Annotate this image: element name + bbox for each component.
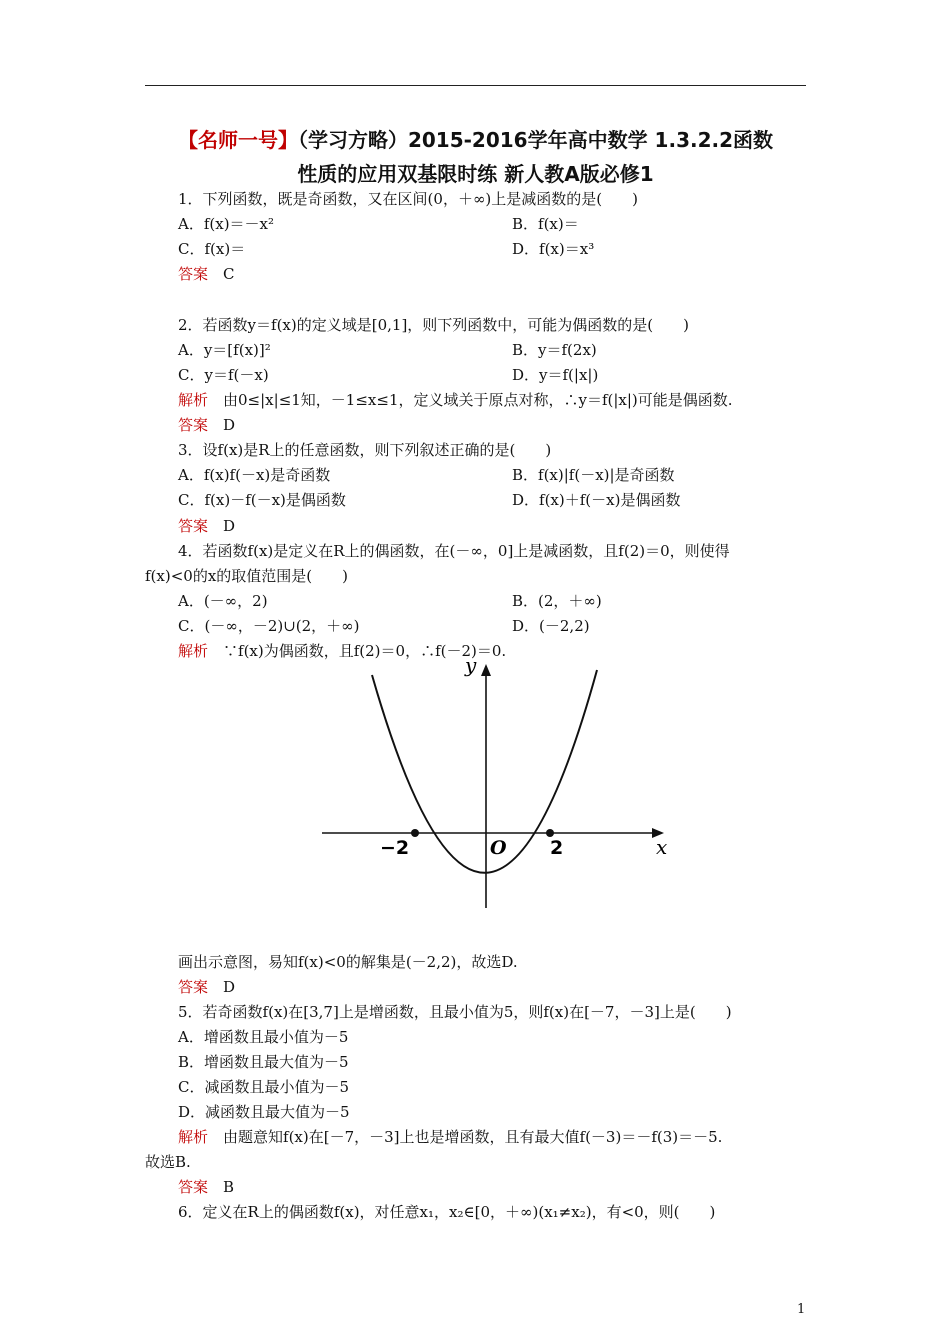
line-text: A．y＝[f(x)]² [178, 341, 271, 359]
y-axis-arrow [481, 664, 491, 676]
line-text: ∵f(x)为偶函数，且f(2)＝0，∴f(－2)＝0. [208, 642, 507, 660]
text-line [178, 214, 274, 234]
text-line [512, 365, 598, 385]
answer-label: 答案 [178, 416, 209, 434]
line-text: C．f(x)－f(－x)是偶函数 [178, 491, 346, 509]
line-text: D．f(x)＋f(－x)是偶函数 [512, 491, 681, 509]
line-text: B．(2，＋∞) [512, 592, 602, 610]
text-line [512, 340, 597, 360]
text-line [512, 616, 590, 636]
answer-label: 答案 [178, 978, 209, 996]
text-line [512, 490, 680, 510]
root-point-pos [546, 829, 554, 837]
analysis-label: 解析 [178, 1128, 209, 1146]
text-line [178, 591, 268, 611]
document-title-line1 [145, 124, 806, 153]
line-text: 6．定义在R上的偶函数f(x)，对任意x₁，x₂∈[0，＋∞)(x₁≠x₂)，有<0，则( ) [178, 1203, 716, 1221]
line-text: A．增函数且最小值为－5 [178, 1028, 349, 1046]
labeled-line [178, 516, 235, 536]
line-text: 由0≤|x|≤1知，－1≤x≤1，定义域关于原点对称，∴y＝f(|x|)可能是偶函数. [208, 391, 733, 409]
line-text: A．(－∞，2) [178, 592, 268, 610]
root-point-neg [411, 829, 419, 837]
line-text: 3．设f(x)是R上的任意函数，则下列叙述正确的是( ) [178, 441, 552, 459]
x-axis-label: x [656, 835, 668, 859]
line-text: 故选B. [145, 1153, 191, 1171]
line-text: C．减函数且最小值为－5 [178, 1078, 350, 1096]
text-line [178, 465, 330, 485]
text-line [512, 591, 602, 611]
line-text: C．f(x)＝ [178, 240, 246, 258]
line-text: 4．若函数f(x)是定义在R上的偶函数，在(－∞，0]上是减函数，且f(2)＝0，则使得 [178, 542, 730, 560]
text-line [178, 1102, 350, 1122]
line-text: C [208, 265, 235, 283]
text-line [178, 315, 689, 335]
labeled-line [178, 390, 733, 410]
labeled-line [178, 977, 235, 997]
text-line [512, 214, 579, 234]
text-line [178, 189, 638, 209]
text-line [145, 566, 348, 586]
analysis-label: 解析 [178, 642, 209, 660]
labeled-line [178, 1177, 234, 1197]
line-text: D．(－2,2) [512, 617, 590, 635]
line-text: D [208, 517, 236, 535]
labeled-line [178, 264, 235, 284]
line-text: f(x)<0的x的取值范围是( ) [145, 567, 348, 585]
answer-label: 答案 [178, 1178, 209, 1196]
line-text: D．f(x)＝x³ [512, 240, 595, 258]
line-text: B．f(x)＝ [512, 215, 579, 233]
line-text: A．f(x)＝－x² [178, 215, 275, 233]
analysis-label: 解析 [178, 391, 209, 409]
line-text: 2．若函数y＝f(x)的定义域是[0,1]，则下列函数中，可能为偶函数的是( ) [178, 316, 689, 334]
title-line1-text: （学习方略）2015-2016学年高中数学 1.3.2.2函数 [297, 128, 774, 152]
text-line [178, 1077, 349, 1097]
pos-root-label: 2 [550, 837, 564, 859]
parabola-figure [300, 650, 670, 915]
text-line [178, 952, 518, 972]
text-line [178, 239, 245, 259]
line-text: D．y＝f(|x|) [512, 366, 599, 384]
neg-root-label: −2 [380, 837, 410, 859]
line-text: B [208, 1178, 235, 1196]
line-text: B．f(x)|f(－x)|是奇函数 [512, 466, 675, 484]
text-line [178, 1202, 715, 1222]
line-text: A．f(x)f(－x)是奇函数 [178, 466, 331, 484]
text-line [178, 490, 346, 510]
page-number: 1 [797, 1302, 806, 1317]
line-text: D [208, 978, 236, 996]
text-line [178, 541, 730, 561]
text-line [178, 365, 269, 385]
text-line [178, 1002, 732, 1022]
answer-label: 答案 [178, 265, 209, 283]
document-title-line2: 性质的应用双基限时练 新人教A版必修1 [297, 162, 654, 186]
line-text: 画出示意图，易知f(x)<0的解集是(－2,2)，故选D. [178, 953, 518, 971]
text-line [178, 616, 360, 636]
text-line [178, 440, 551, 460]
origin-label: O [490, 837, 507, 859]
line-text: 5．若奇函数f(x)在[3,7]上是增函数，且最小值为5，则f(x)在[－7，－3]上是( ) [178, 1003, 732, 1021]
text-line [512, 239, 594, 259]
line-text: D．减函数且最大值为－5 [178, 1103, 350, 1121]
line-text: C．y＝f(－x) [178, 366, 269, 384]
line-text: B．y＝f(2x) [512, 341, 597, 359]
line-text: 1．下列函数，既是奇函数，又在区间(0，＋∞)上是减函数的是( ) [178, 190, 638, 208]
answer-label: 答案 [178, 517, 209, 535]
header-rule [145, 85, 806, 86]
text-line [512, 465, 675, 485]
text-line [145, 1152, 191, 1172]
text-line [178, 1052, 349, 1072]
labeled-line [178, 1127, 722, 1147]
text-line [178, 1027, 348, 1047]
line-text: D [208, 416, 236, 434]
line-text: B．增函数且最大值为－5 [178, 1053, 349, 1071]
labeled-line [178, 415, 235, 435]
line-text: 由题意知f(x)在[－7，－3]上也是增函数，且有最大值f(－3)＝－f(3)＝－5. [208, 1128, 723, 1146]
y-axis-label: y [465, 653, 477, 677]
text-line [178, 340, 271, 360]
line-text: C．(－∞，－2)∪(2，＋∞) [178, 617, 360, 635]
title-brand: 【名师一号】 [177, 128, 298, 152]
